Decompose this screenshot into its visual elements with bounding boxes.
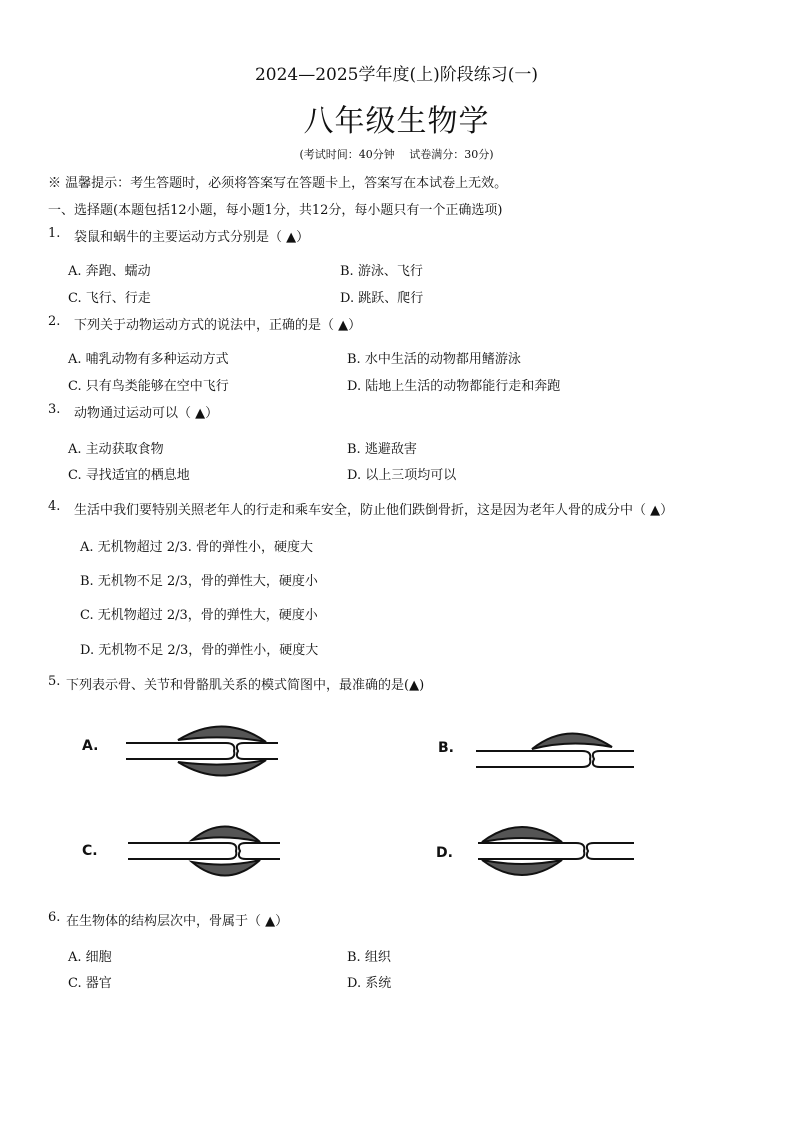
exam-meta: (考试时间：40分钟 试卷满分：30分) [299, 148, 494, 161]
figure-label-d: D. [436, 845, 453, 861]
question-3-option-c: C. 寻找适宜的栖息地 [68, 468, 190, 483]
question-5-number: 5. [48, 674, 61, 689]
section-heading: 一、选择题(本题包括12小题，每小题1分，共12分，每小题只有一个正确选项) [48, 203, 503, 218]
question-3-option-a: A. 主动获取食物 [68, 442, 164, 457]
question-2-option-d: D. 陆地上生活的动物都能行走和奔跑 [347, 379, 561, 394]
question-1-option-c: C. 飞行、行走 [68, 291, 151, 306]
question-3-option-d: D. 以上三项均可以 [347, 468, 457, 483]
figure-label-c: C. [82, 843, 98, 859]
diagram-a [120, 718, 290, 784]
question-1-option-d: D. 跳跃、爬行 [340, 291, 424, 306]
question-4-option-c: C. 无机物超过 2/3，骨的弹性大，硬度小 [80, 608, 318, 623]
question-6-option-a: A. 细胞 [68, 950, 112, 965]
diagram-c [122, 818, 292, 884]
question-6-option-b: B. 组织 [347, 950, 391, 965]
question-2-number: 2. [48, 314, 61, 329]
exam-header: 2024—2025学年度(上)阶段练习(一) [254, 65, 539, 85]
diagram-b [470, 725, 640, 781]
question-4-option-d: D. 无机物不足 2/3，骨的弹性小，硬度大 [80, 643, 319, 658]
question-4-option-b: B. 无机物不足 2/3，骨的弹性大，硬度小 [80, 574, 318, 589]
question-6-option-c: C. 器官 [68, 976, 112, 991]
question-2-option-c: C. 只有鸟类能够在空中飞行 [68, 379, 229, 394]
question-1-stem: 袋鼠和蜗牛的主要运动方式分别是（ ▲） [74, 230, 310, 245]
question-5-stem: 下列表示骨、关节和骨骼肌关系的模式简图中，最准确的是(▲) [66, 678, 425, 693]
question-2-option-b: B. 水中生活的动物都用鳍游泳 [347, 352, 521, 367]
question-1-option-a: A. 奔跑、蠕动 [68, 264, 151, 279]
figure-label-b: B. [438, 740, 454, 756]
question-2-option-a: A. 哺乳动物有多种运动方式 [68, 352, 229, 367]
diagram-d [472, 818, 642, 884]
question-3-stem: 动物通过运动可以（ ▲） [74, 406, 219, 421]
question-3-number: 3. [48, 402, 61, 417]
exam-notice: ※ 温馨提示：考生答题时，必须将答案写在答题卡上，答案写在本试卷上无效。 [48, 176, 508, 191]
figure-label-a: A. [82, 738, 99, 754]
question-3-option-b: B. 逃避敌害 [347, 442, 417, 457]
question-4-option-a: A. 无机物超过 2/3. 骨的弹性小，硬度大 [80, 540, 313, 555]
question-6-option-d: D. 系统 [347, 976, 392, 991]
question-1-number: 1. [48, 226, 61, 241]
exam-title: 八年级生物学 [303, 104, 490, 139]
question-4-stem: 生活中我们要特别关照老年人的行走和乘车安全，防止他们跌倒骨折，这是因为老年人骨的成分中（ ▲） [74, 503, 674, 518]
question-2-stem: 下列关于动物运动方式的说法中，正确的是（ ▲） [74, 318, 362, 333]
question-4-number: 4. [48, 499, 61, 514]
question-6-stem: 在生物体的结构层次中，骨属于（ ▲） [66, 914, 289, 929]
question-6-number: 6. [48, 910, 61, 925]
question-1-option-b: B. 游泳、飞行 [340, 264, 423, 279]
